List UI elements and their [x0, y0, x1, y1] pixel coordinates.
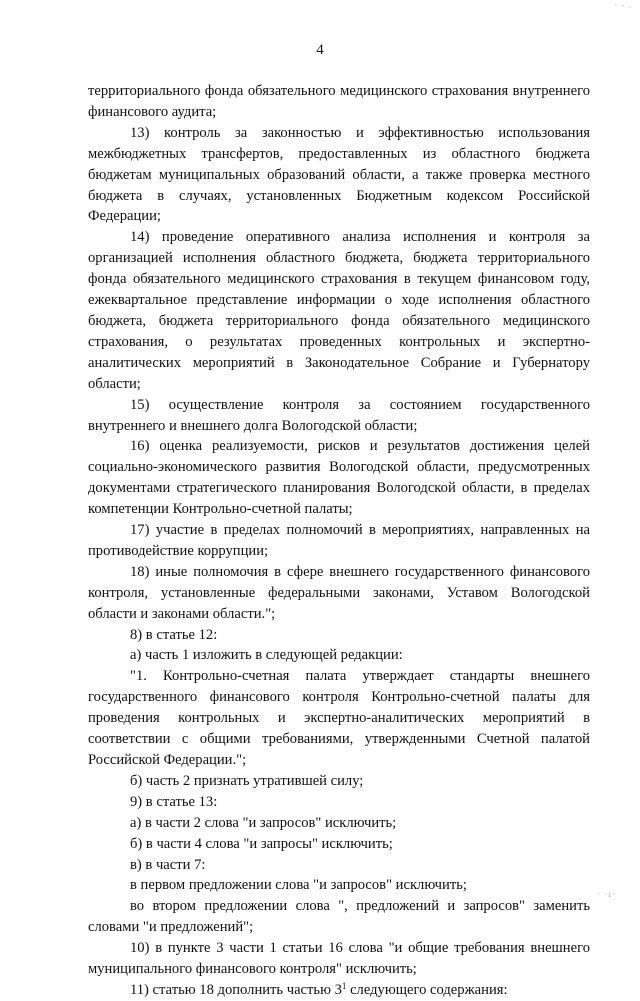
- paragraph-article-13-v: в) в части 7:: [130, 856, 206, 873]
- paragraph-article-13: 9) в статье 13:: [130, 793, 218, 810]
- paragraph-article-18-after: следующего содержания:: [346, 981, 508, 998]
- paragraph-item-17: 17) участие в пределах полномочий в мероприятиях, направленных на противодействие коррупции;: [88, 522, 590, 559]
- paragraph-article-16: 10) в пункте 3 части 1 статьи 16 слова "и общие требования внешнего муниципального финансового контроля" исключить;: [88, 940, 590, 978]
- document-body: [88, 81, 590, 1001]
- paragraph-article-18-before: 11) статью 18 дополнить частью 3: [130, 981, 342, 998]
- paragraph-item-16: 16) оценка реализуемости, рисков и результатов достижения целей социально-экономического развития Вологодской области, предусмотренных документами стратегического планирования Вологодской области, в пределах компетенции Контрольно-счетной палаты;: [88, 438, 590, 518]
- paragraph-article-12-b: б) часть 2 признать утратившей силу;: [130, 772, 364, 789]
- page-number: 4: [316, 42, 324, 58]
- paragraph-item-14: 14) проведение оперативного анализа исполнения и контроля за организацией исполнения областного бюджета, бюджета территориального фонда обязательного медицинского страхования в текущем финансовом году, ежеквартальное представление информации о ходе исполнения областного бюджета, бюджета территориального фонда обязательного медицинского страхования, о результатах проведенных контрольных и экспертно-аналитических мероприятий в Законодательное Собрание и Губернатору области;: [88, 229, 590, 392]
- paragraph-item-18: 18) иные полномочия в сфере внешнего государственного финансового контроля, установленные федеральными законами, Уставом Вологодской области и законами области.";: [88, 563, 590, 622]
- paragraph-article-12-a: а) часть 1 изложить в следующей редакции:: [130, 647, 403, 664]
- paragraph-item-15: 15) осуществление контроля за состоянием государственного внутреннего и внешнего долга Вологодской области;: [88, 396, 590, 434]
- scan-mark-bottom: · ·ı·: [597, 889, 616, 899]
- superscript-one: 1: [341, 980, 347, 991]
- paragraph-article-13-a: а) в части 2 слова "и запросов" исключить;: [130, 814, 397, 831]
- paragraph-article-13-b: б) в части 4 слова "и запросы" исключить;: [130, 835, 393, 852]
- paragraph-article-13-v-1: в первом предложении слова "и запросов" исключить;: [130, 877, 467, 894]
- paragraph-item-13: 13) контроль за законностью и эффективностью использования межбюджетных трансфертов, предоставленных из областного бюджета бюджетам муниципальных образований области, а также проверка местного бюджета в случаях, установленных Бюджетным кодексом Российской Федерации;: [88, 124, 590, 225]
- scan-mark-top: · - .: [614, 0, 632, 10]
- paragraph-continuation: территориального фонда обязательного медицинского страхования внутреннего финансового аудита;: [88, 83, 590, 120]
- paragraph-article-12-text: "1. Контрольно-счетная палата утверждает стандарты внешнего государственного финансового контроля Контрольно-счетной палаты для проведения контрольных и экспертно-аналитических мероприятий в соответствии с общими требованиями, утвержденными Счетной палатой Российской Федерации.";: [88, 668, 590, 768]
- paragraph-article-13-v-2: во втором предложении слова ", предложений и запросов" заменить словами "и предложений";: [88, 898, 590, 936]
- paragraph-article-18: [88, 980, 590, 1001]
- paragraph-article-12: 8) в статье 12:: [130, 626, 218, 643]
